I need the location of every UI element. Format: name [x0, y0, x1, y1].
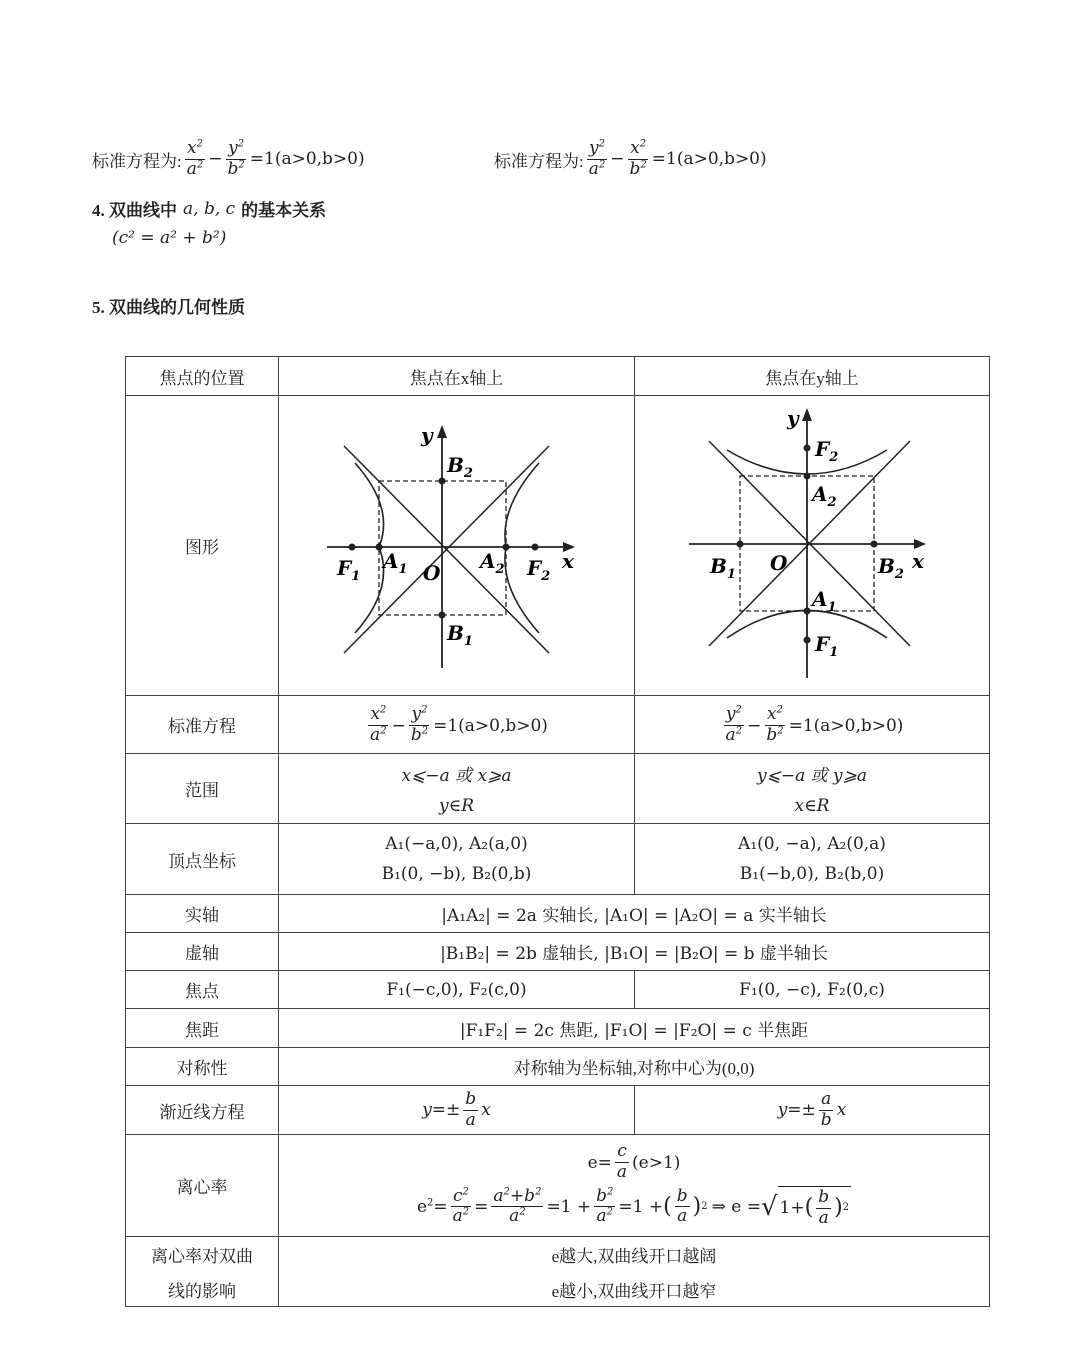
- std-eq-y: $\frac{y^2}{a^2}$ − $\frac{x^2}{b^2}$ =1(a>0,b>0): [635, 696, 990, 754]
- std-eq-x: $\frac{x^2}{a^2}$ − $\frac{y^2}{b^2}$ =1(a>0,b>0): [279, 696, 635, 754]
- section-5-heading: 5. 双曲线的几何性质: [92, 298, 245, 317]
- svg-text:O: O: [770, 551, 788, 575]
- svg-text:F1: $F_1$: [815, 632, 839, 660]
- svg-text:y: y: [787, 406, 799, 430]
- svg-text:F1: $F_1$: [336, 556, 360, 584]
- imag-axis-value: |B₁B₂| = 2b 虚轴长, |B₁O| = |B₂O| = b 虚半轴长: [279, 933, 990, 971]
- svg-text:B1: $B_1$: [710, 554, 736, 582]
- table-row-eccentricity: [126, 1135, 990, 1237]
- row-label-std-eq: 标准方程: [126, 696, 279, 754]
- fraction: $\frac{x^2}{b^2}$: [629, 138, 647, 179]
- table-row-imag-axis: [126, 933, 990, 971]
- eccentricity-derivation: $e^2=$ $\frac{c^2}{a^2}$ = $\frac{a^2+b^2}{a^2}$ =1 + $\frac{b^2}{a^2}$ =1 + ( $\frac{b}{a}$ ) 2 ⇒ e = √ 1+ ( $\frac{b}{a}$ ) 2: [416, 1185, 850, 1228]
- range-x: x⩽−a 或 x⩾a y∈R: [279, 754, 635, 824]
- svg-text:B2: $B_2$: [446, 453, 473, 481]
- header-focus-position: 焦点的位置: [126, 357, 279, 396]
- asymptote-y: y=± $\frac{a}{b}$ x: [635, 1086, 990, 1135]
- focal-distance-value: |F₁F₂| = 2c 焦距, |F₁O| = |F₂O| = c 半焦距: [279, 1009, 990, 1048]
- table-row-symmetry: [126, 1048, 990, 1086]
- hyperbola-x-diagram: [317, 408, 597, 678]
- asymptote-x: y=± $\frac{b}{a}$ x: [279, 1086, 635, 1135]
- row-label-vertices: 顶点坐标: [126, 824, 279, 895]
- vertices-x: A₁(−a,0), A₂(a,0) B₁(0, −b), B₂(0,b): [279, 824, 635, 895]
- table-row-std-eq: [126, 696, 990, 754]
- row-label-asymptotes: 渐近线方程: [126, 1086, 279, 1135]
- eccentricity-effect-value: e越大,双曲线开口越阔 e越小,双曲线开口越窄: [279, 1237, 990, 1307]
- symmetry-value: 对称轴为坐标轴,对称中心为(0,0): [279, 1048, 990, 1086]
- table-row-vertices: [126, 824, 990, 895]
- svg-text:y: y: [420, 423, 433, 447]
- row-label-eccentricity: 离心率: [126, 1135, 279, 1237]
- row-label-eccentricity-effect: 离心率对双曲 线的影响: [126, 1237, 279, 1307]
- figure-x-cell: [279, 396, 635, 696]
- table-row-asymptotes: [126, 1086, 990, 1135]
- header-focus-x: 焦点在x轴上: [279, 357, 635, 396]
- svg-text:B1: $B_1$: [446, 621, 473, 649]
- svg-text:F2: $F_2$: [526, 556, 550, 584]
- eccentricity-value: [279, 1135, 990, 1237]
- svg-text:A1: $A_1$: [812, 587, 837, 615]
- table-row-foci: [126, 971, 990, 1009]
- table-row-focal-distance: [126, 1009, 990, 1048]
- real-axis-value: |A₁A₂| = 2a 实轴长, |A₁O| = |A₂O| = a 实半轴长: [279, 895, 990, 933]
- hyperbola-y-diagram: [672, 398, 952, 688]
- table-row-figure: [126, 396, 990, 696]
- fraction: $\frac{x^2}{a^2}$: [186, 138, 204, 179]
- table-row-header: [126, 357, 990, 396]
- foci-y: F₁(0, −c), F₂(0,c): [635, 971, 990, 1009]
- eccentricity-definition: e= $\frac{c}{a}$ (e>1): [587, 1141, 681, 1183]
- figure-y-cell: [635, 396, 990, 696]
- svg-text:x: x: [912, 549, 924, 573]
- row-label-real-axis: 实轴: [126, 895, 279, 933]
- section-4-relation: (c² = a² + b²): [112, 228, 227, 248]
- svg-text:x: x: [561, 549, 574, 573]
- fraction: $\frac{y^2}{a^2}$: [588, 138, 606, 179]
- row-label-symmetry: 对称性: [126, 1048, 279, 1086]
- hyperbola-properties-table: [125, 356, 990, 1307]
- svg-text:O: O: [422, 561, 440, 585]
- svg-text:A1: $A_1$: [382, 549, 408, 577]
- row-label-foci: 焦点: [126, 971, 279, 1009]
- table-row-real-axis: [126, 895, 990, 933]
- foci-x: F₁(−c,0), F₂(c,0): [279, 971, 635, 1009]
- svg-text:A2: $A_2$: [479, 549, 505, 577]
- std-eq-y-intro: 标准方程为: $\frac{y^2}{a^2}$ − $\frac{x^2}{b^2}$ =1(a>0,b>0): [494, 138, 767, 179]
- row-label-focal-distance: 焦距: [126, 1009, 279, 1048]
- std-eq-x-intro: 标准方程为: $\frac{x^2}{a^2}$ − $\frac{y^2}{b^2}$ =1(a>0,b>0): [92, 138, 365, 179]
- std-eq-label: 标准方程为:: [494, 151, 584, 171]
- vertices-y: A₁(0, −a), A₂(0,a) B₁(−b,0), B₂(b,0): [635, 824, 990, 895]
- range-y: y⩽−a 或 y⩾a x∈R: [635, 754, 990, 824]
- svg-text:F2: $F_2$: [815, 437, 839, 465]
- section-4-heading: 4. 双曲线中 a, b, c 的基本关系: [92, 198, 327, 220]
- std-eq-label: 标准方程为:: [92, 151, 182, 171]
- row-label-range: 范围: [126, 754, 279, 824]
- svg-text:B2: $B_2$: [878, 554, 904, 582]
- svg-text:A2: $A_2$: [812, 482, 837, 510]
- header-focus-y: 焦点在y轴上: [635, 357, 990, 396]
- table-row-eccentricity-effect: [126, 1237, 990, 1307]
- row-label-imag-axis: 虚轴: [126, 933, 279, 971]
- row-label-figure: 图形: [126, 396, 279, 696]
- table-row-range: [126, 754, 990, 824]
- fraction: $\frac{y^2}{b^2}$: [227, 138, 245, 179]
